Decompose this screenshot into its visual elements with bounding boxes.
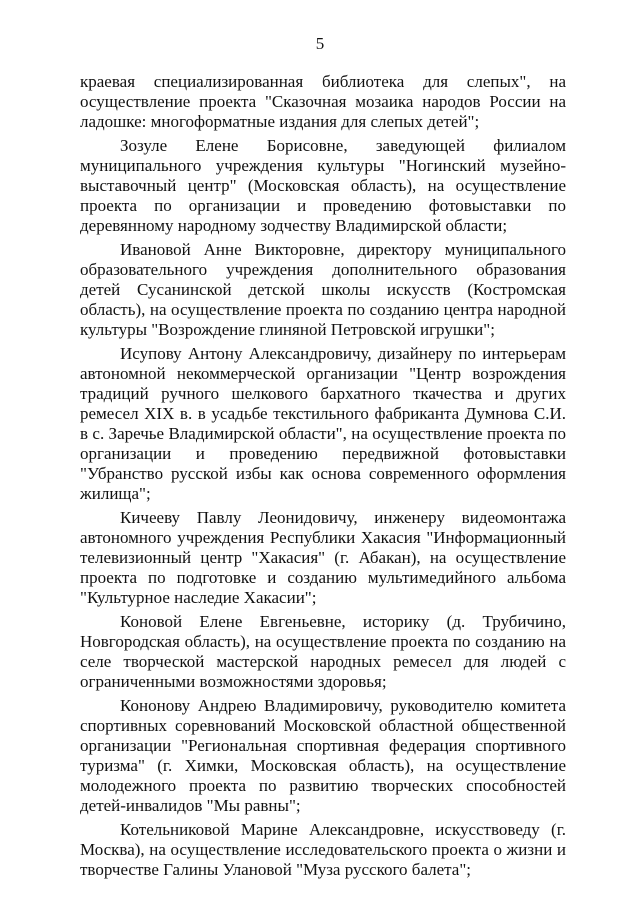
paragraph-ivanova: Ивановой Анне Викторовне, директору муниципального образовательного учреждения дополнительного образования детей Сусанинской детской школы искусств (Костромская область), на осуществление проекта по созданию центра народной культуры "Возрождение глиняной Петровской игрушки"; (80, 240, 566, 339)
paragraph-library-project: краевая специализированная библиотека для слепых", на осуществление проекта "Сказочная мозаика народов России на ладошке: многоформатные издания для слепых детей"; (80, 72, 566, 131)
paragraph-zozulya: Зозуле Елене Борисовне, заведующей филиалом муниципального учреждения культуры "Ногинский музейно-выставочный центр" (Московская область), на осуществление проекта по организации и проведению фотовыставки по деревянному народному зодчеству Владимирской области; (80, 136, 566, 235)
paragraph-kicheev: Кичееву Павлу Леонидовичу, инженеру видеомонтажа автономного учреждения Республики Хакасия "Информационный телевизионный центр "Хакасия" (г. Абакан), на осуществление проекта по подготовке и созданию мультимедийного альбома "Культурное наследие Хакасии"; (80, 508, 566, 607)
document-body (80, 72, 566, 880)
paragraph-kotelnikova: Котельниковой Марине Александровне, искусствоведу (г. Москва), на осуществление исследовательского проекта о жизни и творчестве Галины Улановой "Муза русского балета"; (80, 820, 566, 879)
paragraph-isupov: Исупову Антону Александровичу, дизайнеру по интерьерам автономной некоммерческой организации "Центр возрождения традиций ручного шелкового бархатного ткачества и других ремесел XIX в. в усадьбе текстильного фабриканта Думнова С.И. в с. Заречье Владимирской области", на осуществление проекта по организации и проведению передвижной фотовыставки "Убранство русской избы как основа современного оформления жилища"; (80, 344, 566, 503)
page-number: 5 (315, 34, 325, 53)
paragraph-konova: Коновой Елене Евгеньевне, историку (д. Трубичино, Новгородская область), на осуществление проекта по созданию на селе творческой мастерской народных ремесел для людей с ограниченными возможностями здоровья; (80, 612, 566, 691)
paragraph-kononov: Кононову Андрею Владимировичу, руководителю комитета спортивных соревнований Московской областной общественной организации "Региональная спортивная федерация спортивного туризма" (г. Химки, Московская область), на осуществление молодежного проекта по развитию творческих способностей детей-инвалидов "Мы равны"; (80, 696, 566, 815)
